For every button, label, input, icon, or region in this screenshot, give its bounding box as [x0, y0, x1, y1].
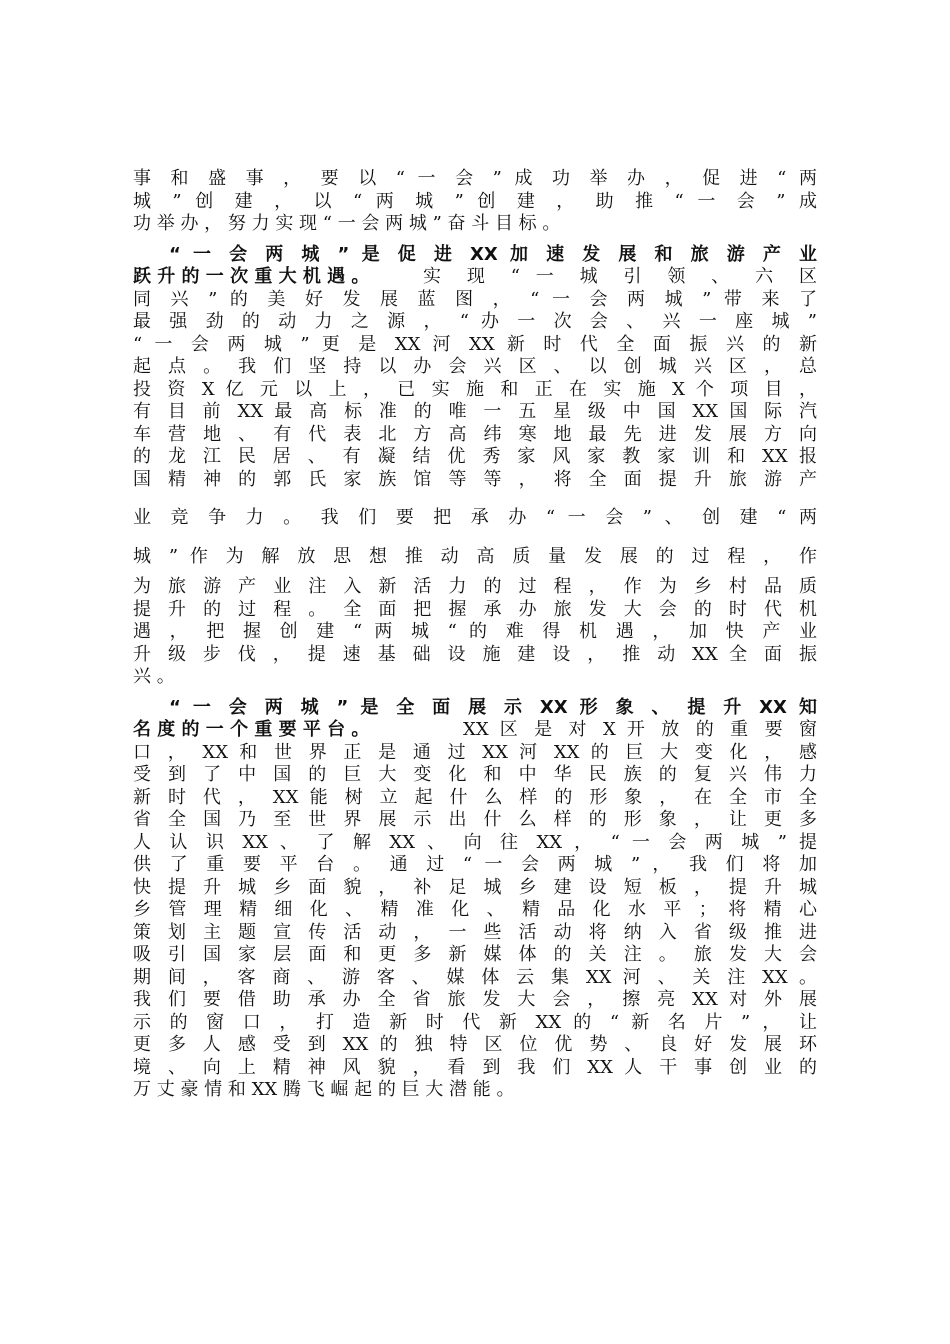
text-line: 为 旅 游 产 业 注 入 新 活 力 的 过 程 ， 作 为 乡 村 品 质: [133, 576, 817, 597]
text-line: 实 现 “ 一 城 引 领 、 六 区: [423, 266, 817, 287]
paragraph-3: [133, 697, 817, 1102]
text-line: 口 ， XX 和 世 界 正 是 通 过 XX 河 XX 的 巨 大 变 化 ， 感: [133, 741, 817, 763]
text-line: 城 ” 创 建 ， 以 “ 两 城 ” 创 建 ， 助 推 “ 一 会 ” 成: [133, 190, 817, 212]
paragraph-heading-line: “ 一 会 两 城 ” 是 促 进 XX 加 速 发 展 和 旅 游 产 业: [169, 243, 817, 265]
text-line: 提 升 的 过 程 。 全 面 把 握 承 办 旅 发 大 会 的 时 代 机: [133, 598, 817, 620]
paragraph-2: [133, 244, 817, 689]
text-line: 万 丈 豪 情 和 XX 腾 飞 崛 起 的 巨 大 潜 能 。: [133, 1079, 515, 1100]
text-line: 吸 引 国 家 层 面 和 更 多 新 媒 体 的 关 注 。 旅 发 大 会: [133, 944, 817, 965]
text-line: 同 兴 ” 的 美 好 发 展 蓝 图 ， “ 一 会 两 城 ” 带 来 了: [133, 288, 817, 310]
mixed-line: [133, 266, 817, 289]
text-line: 投 资 X 亿 元 以 上 ， 已 实 施 和 正 在 实 施 X 个 项 目 ，: [133, 378, 817, 400]
text-line: 事 和 盛 事 ， 要 以 “ 一 会 ” 成 功 举 办 ， 促 进 “ 两: [133, 168, 817, 189]
text-line: 新 时 代 ， XX 能 树 立 起 什 么 样 的 形 象 ， 在 全 市 全: [133, 786, 817, 808]
text-line: 城 ” 作 为 解 放 思 想 推 动 高 质 量 发 展 的 过 程 ， 作: [133, 545, 817, 567]
text-line: 供 了 重 要 平 台 。 通 过 “ 一 会 两 城 ” ， 我 们 将 加: [133, 854, 817, 875]
text-line: 更 多 人 感 受 到 XX 的 独 特 区 位 优 势 、 良 好 发 展 环: [133, 1034, 817, 1055]
paragraph-1: [133, 168, 817, 236]
text-line: 车 营 地 、 有 代 表 北 方 高 纬 寒 地 最 先 进 发 展 方 向: [133, 423, 817, 445]
text-line: 我 们 要 借 助 承 办 全 省 旅 发 大 会 ， 擦 亮 XX 对 外 展: [133, 989, 817, 1010]
mixed-line: [133, 719, 817, 742]
text-line: 遇 ， 把 握 创 建 “ 两 城 “ 的 难 得 机 遇 ， 加 快 产 业: [133, 621, 817, 642]
text-line: 人 认 识 XX 、 了 解 XX 、 向 往 XX ， “ 一 会 两 城 ” 提: [133, 831, 817, 853]
text-line: “ 一 会 两 城 ” 更 是 XX 河 XX 新 时 代 全 面 振 兴 的 新: [133, 333, 817, 355]
paragraph-heading-line: 跃 升 的 一 次 重 大 机 遇 。: [133, 266, 370, 287]
text-line: 期 间 ， 客 商 、 游 客 、 媒 体 云 集 XX 河 、 关 注 XX 。: [133, 966, 817, 988]
text-line: 示 的 窗 口 ， 打 造 新 时 代 新 XX 的 “ 新 名 片 ” ， 让: [133, 1011, 817, 1033]
text-line: 有 目 前 XX 最 高 标 准 的 唯 一 五 星 级 中 国 XX 国 际 汽: [133, 401, 817, 422]
paragraph-heading-line: “ 一 会 两 城 ” 是 全 面 展 示 XX 形 象 、 提 升 XX 知: [169, 696, 817, 718]
text-line: 策 划 主 题 宣 传 活 动 ， 一 些 活 动 将 纳 入 省 级 推 进: [133, 921, 817, 943]
text-line: 最 强 劲 的 动 力 之 源 ， “ 办 一 次 会 、 兴 一 座 城 ”: [133, 311, 817, 332]
paragraph-heading-line: 名 度 的 一 个 重 要 平 台 。: [133, 719, 370, 740]
document-page: [133, 168, 817, 1102]
text-line: 的 龙 江 民 居 、 有 凝 结 优 秀 家 风 家 教 家 训 和 XX 报: [133, 446, 817, 467]
text-line: 业 竞 争 力 。 我 们 要 把 承 办 “ 一 会 ” 、 创 建 “ 两: [133, 507, 817, 528]
text-line: 境 、 向 上 精 神 风 貌 ， 看 到 我 们 XX 人 干 事 创 业 的: [133, 1056, 817, 1078]
text-line: 起 点 。 我 们 坚 持 以 办 会 兴 区 、 以 创 城 兴 区 ， 总: [133, 356, 817, 377]
text-line: XX 区 是 对 X 开 放 的 重 要 窗: [463, 719, 817, 740]
text-line: 乡 管 理 精 细 化 、 精 准 化 、 精 品 化 水 平 ； 将 精 心: [133, 899, 817, 920]
text-line: 快 提 升 城 乡 面 貌 ， 补 足 城 乡 建 设 短 板 ， 提 升 城: [133, 876, 817, 898]
text-line: 省 全 国 乃 至 世 界 展 示 出 什 么 样 的 形 象 ， 让 更 多: [133, 809, 817, 830]
text-line: 国 精 神 的 郭 氏 家 族 馆 等 等 ， 将 全 面 提 升 旅 游 产: [133, 468, 817, 490]
text-line: 兴 。: [133, 666, 175, 687]
text-line: 受 到 了 中 国 的 巨 大 变 化 和 中 华 民 族 的 复 兴 伟 力: [133, 764, 817, 785]
text-line: 升 级 步 伐 ， 提 速 基 础 设 施 建 设 ， 推 动 XX 全 面 振: [133, 643, 817, 665]
text-line: 功 举 办 ， 努 力 实 现 “ 一 会 两 城 ” 奋 斗 目 标 。: [133, 213, 561, 234]
